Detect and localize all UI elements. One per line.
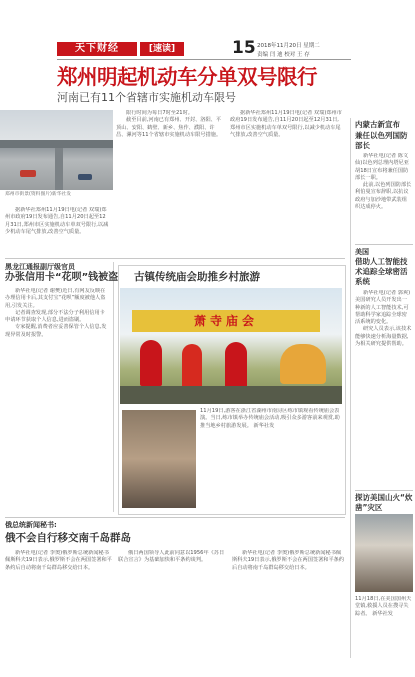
page-number: 15 <box>232 38 256 58</box>
story7-title: 俄不会自行移交南千岛群岛 <box>5 532 131 544</box>
logo-text: 天下财经 <box>75 43 119 54</box>
column-tag: [速读] <box>140 42 184 56</box>
story5-body: 新华社电(记者 郭爽)美国研究人员开发出一种新的人工智能技术,可帮助科学家追踪全球密活系统的变化。 研究人员表示,该技术能够快速分析海量数据,为相关研究提供帮助。 <box>355 290 412 348</box>
editors-line: 责编 闫 迪 校对 王 存 <box>257 52 310 58</box>
story4-kicker: 内蒙古新宣布 <box>355 120 400 129</box>
section-rule <box>5 517 345 518</box>
story3-photo <box>120 288 342 404</box>
road-car <box>20 170 36 177</box>
column-divider <box>113 262 114 512</box>
masthead-rule <box>57 59 351 60</box>
story4-body: 新华社电(记者 陈文仙)以色列总理内塔尼亚胡18日宣布将兼任国防部长一职。 此前,以色列国防部长利伯曼宣布辞职,以抗议政府与加沙地带武装组织达成停火。 <box>355 153 412 211</box>
story3-title: 古镇传统庙会助推乡村旅游 <box>134 271 260 283</box>
overpass-deck <box>0 140 113 148</box>
date-line: 2018年11月20日 星期二 <box>257 43 320 49</box>
lead-subheadline: 河南已有11个省辖市实施机动车限号 <box>57 91 236 104</box>
story7-body-col3: 新华社电(记者 李奥)俄罗斯总统新闻秘书佩斯科夫19日表示,俄罗斯不会在两国签署和平条约后自动将南千岛群岛移交给日本。 <box>232 550 344 571</box>
right-rule <box>355 490 413 491</box>
lead-photo <box>0 110 113 190</box>
fair-banner: 萧寺庙会 <box>132 310 320 332</box>
story5-kicker: 美国 <box>355 248 369 256</box>
masthead <box>0 0 415 62</box>
performer <box>182 344 202 388</box>
overpass-pillar <box>55 148 63 190</box>
road-car <box>78 174 92 180</box>
story3-thumb <box>122 410 196 508</box>
story5-title: 借助人工智能技术追踪全球密活系统 <box>355 257 408 286</box>
story7-body-col2: 俄日两国领导人此前同意以1956年《苏日联合宣言》为基础加快和平条约谈判。 <box>118 550 225 564</box>
story2-body: 新华社电(记者 谢樊)近日,有网友反映在办理信用卡后,其支付宝“花呗”额度被他人盗用,引发关注。 记者调查发现,部分不法分子利用信用卡申请环节获取个人信息,进而盗刷。 专家提醒,消费者应妥善保管个人信息,发现异常及时报警。 <box>5 288 107 338</box>
story6-title: 探访美国山火“炊凿”灾区 <box>355 493 413 512</box>
story7-body-col1: 新华社电(记者 李奥)俄罗斯总统新闻秘书佩斯科夫19日表示,俄罗斯不会在两国签署和平条约后自动将南千岛群岛移交给日本。 <box>5 550 112 571</box>
lead-headline: 郑州明起机动车分单双号限行 <box>57 65 317 89</box>
story4-title: 兼任以色列国防部长 <box>355 131 408 150</box>
story7-kicker: 俄总统新闻秘书: <box>5 521 57 529</box>
story6-caption: 11月18日,在美国加州天堂镇,救援人员在搜寻失踪者。 新华社发 <box>355 596 412 617</box>
spectators <box>120 386 342 404</box>
performer <box>225 342 247 388</box>
story2-kicker: 黑龙江通报副厅级官员 <box>5 263 75 271</box>
masthead-logo <box>57 42 137 56</box>
lead-body-col2: 限行时间为每日7时至21时。 截至目前,河南已有郑州、开封、洛阳、平顶山、安阳、鹤壁、新乡、焦作、濮阳、许昌、漯河等11个省辖市实施机动车限号措施。 <box>116 110 222 138</box>
story2-title: 办张信用卡“花呗”钱被盗 <box>5 272 119 283</box>
lion-dance <box>280 344 326 384</box>
story6-photo <box>355 514 413 592</box>
performer <box>140 340 162 386</box>
lead-body-col1: 据新华社郑州11月19日电(记者 双瑞)郑州市政府19日发布通告,自11月20日起至12月31日,郑州市区实施机动车单双号限行,以减少机动车尾气排放,改善空气质量。 <box>5 207 109 235</box>
column-divider <box>350 118 351 658</box>
right-rule <box>355 244 413 245</box>
section-rule <box>5 258 345 259</box>
lead-photo-caption: 郑州市街景(资料图片)新华社发 <box>5 192 72 197</box>
lead-body-col3: 据新华社郑州11月19日电(记者 双瑞)郑州市政府19日发布通告,自11月20日起至12月31日,郑州市区实施机动车单双号限行,以减少机动车尾气排放,改善空气质量。 <box>230 110 342 138</box>
story3-caption: 11月19日,游客在浙江省湖州市南浔区练市镇观看传统庙会表演。当日,练市镇举办传统庙会活动,吸引众多游客前来观赏,助推当地乡村旅游发展。 新华社发 <box>200 408 340 429</box>
